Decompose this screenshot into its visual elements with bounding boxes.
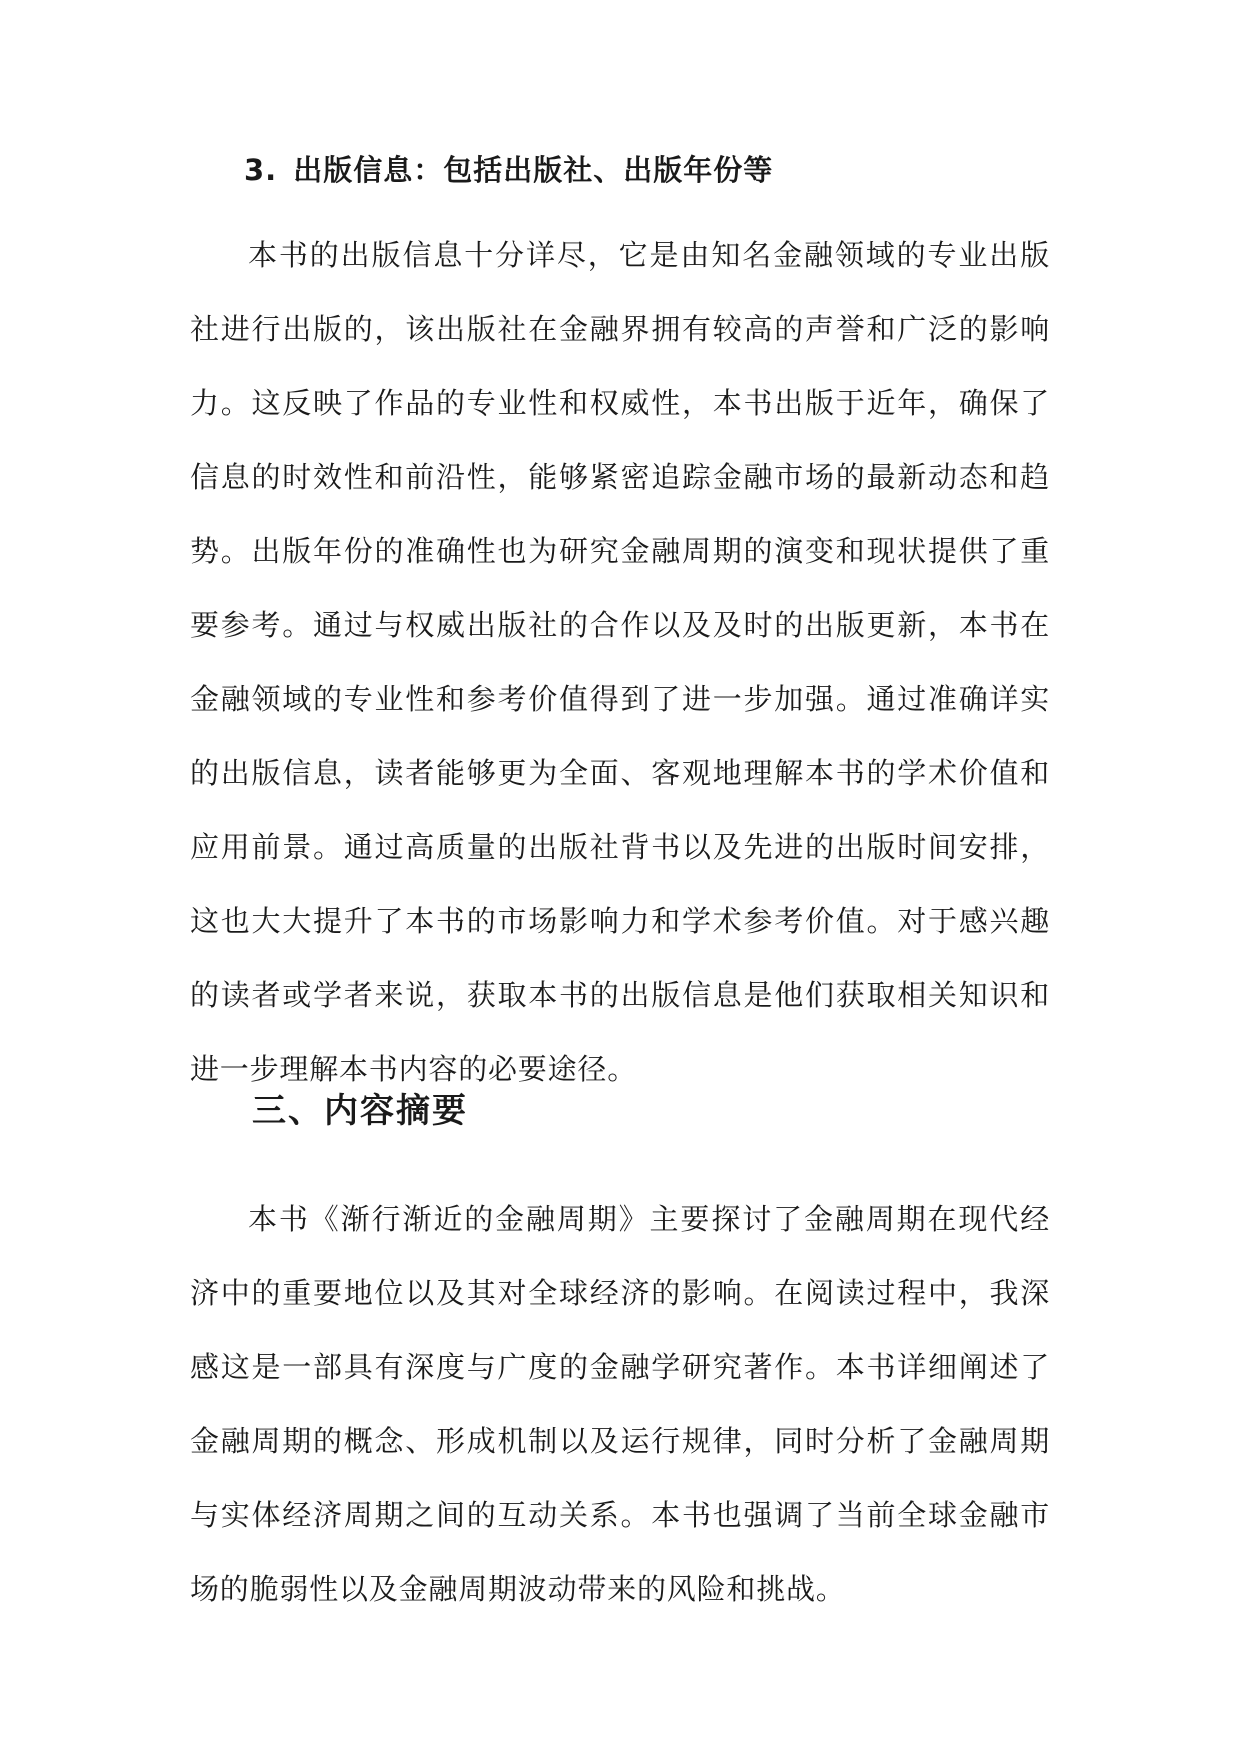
content-summary-paragraph: 本书《渐行渐近的金融周期》主要探讨了金融周期在现代经济中的重要地位以及其对全球经济的影响。在阅读过程中，我深感这是一部具有深度与广度的金融学研究著作。本书详细阐述了金融周期的概念、形成机制以及运行规律，同时分析了金融周期与实体经济周期之间的互动关系。本书也强调了当前全球金融市场的脆弱性以及金融周期波动带来的风险和挑战。 [190, 1202, 1050, 1606]
section-heading: 三、内容摘要 [252, 1091, 468, 1131]
subsection-title: 出版信息：包括出版社、出版年份等 [293, 153, 774, 187]
subsection-number: 3. [244, 153, 278, 187]
subsection-heading [244, 148, 1064, 192]
publication-info-paragraph: 本书的出版信息十分详尽，它是由知名金融领域的专业出版社进行出版的，该出版社在金融界拥有较高的声誉和广泛的影响力。这反映了作品的专业性和权威性，本书出版于近年，确保了信息的时效性和前沿性，能够紧密追踪金融市场的最新动态和趋势。出版年份的准确性也为研究金融周期的演变和现状提供了重要参考。通过与权威出版社的合作以及及时的出版更新，本书在金融领域的专业性和参考价值得到了进一步加强。通过准确详实的出版信息，读者能够更为全面、客观地理解本书的学术价值和应用前景。通过高质量的出版社背书以及先进的出版时间安排，这也大大提升了本书的市场影响力和学术参考价值。对于感兴趣的读者或学者来说，获取本书的出版信息是他们获取相关知识和进一步理解本书内容的必要途径。 [190, 238, 1050, 1086]
